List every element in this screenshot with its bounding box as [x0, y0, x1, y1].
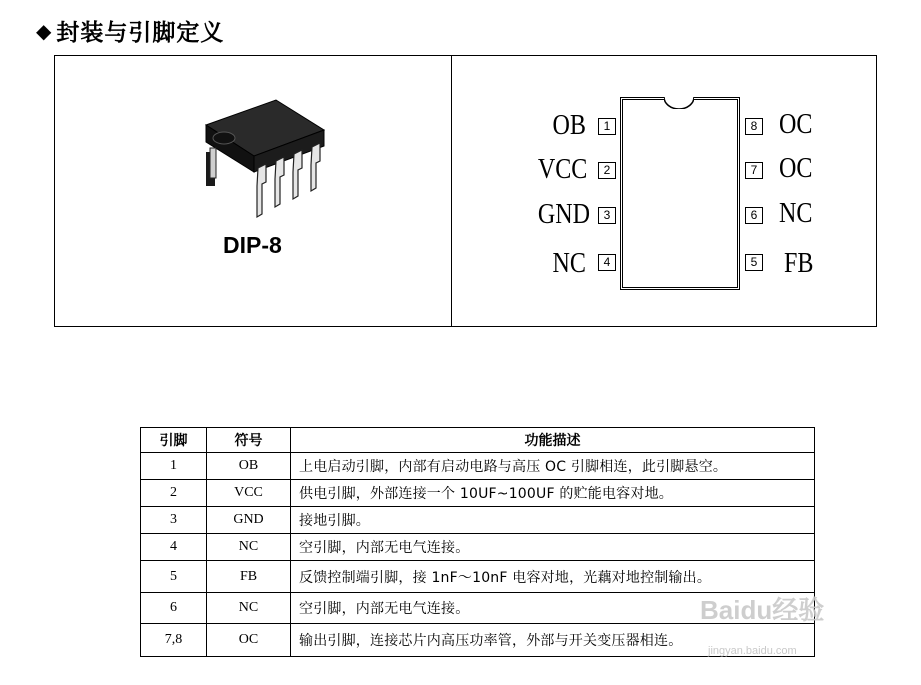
table-row [141, 507, 815, 534]
pin-number-4: 4 [598, 254, 616, 271]
cell-description: 供电引脚，外部连接一个 10UF~100UF 的贮能电容对地。 [291, 480, 815, 507]
pin-name-5: FB [784, 248, 814, 279]
cell-pin: 3 [141, 507, 207, 534]
package-frame [54, 55, 877, 327]
cell-pin: 4 [141, 534, 207, 561]
table-header-row [141, 428, 815, 453]
table-row [141, 534, 815, 561]
ic-body [620, 97, 740, 290]
cell-description: 输出引脚，连接芯片内高压功率管，外部与开关变压器相连。 [291, 624, 815, 657]
table-row [141, 561, 815, 593]
diamond-bullet-icon: ◆ [36, 18, 53, 43]
cell-symbol: NC [207, 593, 291, 624]
header-pin: 引脚 [141, 428, 207, 453]
cell-symbol: GND [207, 507, 291, 534]
pin-number-1: 1 [598, 118, 616, 135]
pin-name-3: GND [537, 199, 591, 230]
cell-symbol: OC [207, 624, 291, 657]
cell-description: 空引脚，内部无电气连接。 [291, 593, 815, 624]
cell-pin: 5 [141, 561, 207, 593]
package-label: DIP-8 [223, 232, 282, 258]
baidu-watermark: Baidu经验 [700, 595, 825, 625]
cell-symbol: VCC [207, 480, 291, 507]
pin-number-6: 6 [745, 207, 763, 224]
pin-number-2: 2 [598, 162, 616, 179]
header-description: 功能描述 [291, 428, 815, 453]
pin-name-2: VCC [537, 154, 588, 185]
dip8-chip-image [196, 90, 336, 225]
cell-symbol: OB [207, 453, 291, 480]
frame-divider [451, 55, 452, 327]
pin-number-8: 8 [745, 118, 763, 135]
pin-name-1: OB [552, 110, 586, 141]
ic-notch [664, 97, 694, 109]
cell-pin: 1 [141, 453, 207, 480]
cell-description: 反馈控制端引脚，接 1nF～10nF 电容对地，光藕对地控制输出。 [291, 561, 815, 593]
table-row [141, 480, 815, 507]
pin-name-6: NC [779, 198, 813, 229]
table-row [141, 453, 815, 480]
cell-pin: 2 [141, 480, 207, 507]
cell-pin: 7,8 [141, 624, 207, 657]
cell-description: 上电启动引脚，内部有启动电路与高压 OC 引脚相连，此引脚悬空。 [291, 453, 815, 480]
pin-name-4: NC [552, 248, 586, 279]
baidu-watermark-url: jingyan.baidu.com [708, 645, 797, 657]
pin-number-3: 3 [598, 207, 616, 224]
section-title-text: 封装与引脚定义 [56, 20, 225, 46]
section-title [36, 14, 224, 47]
cell-symbol: FB [207, 561, 291, 593]
pin-name-7: OC [779, 153, 813, 184]
cell-pin: 6 [141, 593, 207, 624]
pin-name-8: OC [779, 109, 813, 140]
pin-number-5: 5 [745, 254, 763, 271]
cell-symbol: NC [207, 534, 291, 561]
cell-description: 空引脚，内部无电气连接。 [291, 534, 815, 561]
cell-description: 接地引脚。 [291, 507, 815, 534]
pin-number-7: 7 [745, 162, 763, 179]
header-symbol: 符号 [207, 428, 291, 453]
